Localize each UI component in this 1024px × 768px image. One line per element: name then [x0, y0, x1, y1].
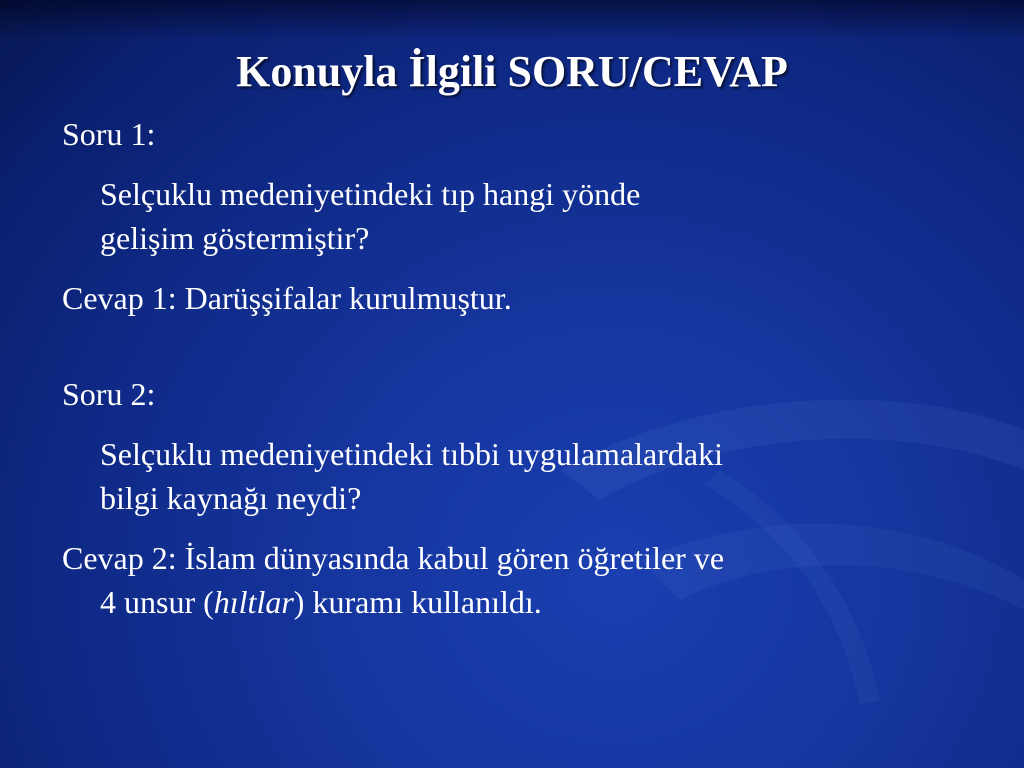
spacer — [62, 520, 982, 536]
answer-2-line-1: Cevap 2: İslam dünyasında kabul gören öğretiler ve — [62, 540, 725, 576]
spacer — [62, 416, 982, 432]
slide-title: Konuyla İlgili SORU/CEVAP — [236, 47, 788, 96]
answer-2-text-post: ) kuramı kullanıldı. — [293, 584, 542, 620]
question-2-label: Soru 2: — [62, 376, 156, 412]
answer-2-text-italic: hıltlar — [213, 584, 294, 620]
question-1-line-2: gelişim göstermiştir? — [100, 220, 370, 256]
spacer — [62, 320, 982, 372]
question-2-line-1: Selçuklu medeniyetindeki tıbbi uygulamalardaki — [100, 436, 723, 472]
question-1-line-1: Selçuklu medeniyetindeki tıp hangi yönde — [100, 176, 641, 212]
question-2-line-2: bilgi kaynağı neydi? — [100, 480, 362, 516]
question-1-label: Soru 1: — [62, 116, 156, 152]
answer-2-text-pre: 4 unsur ( — [100, 584, 214, 620]
slide-content — [62, 112, 982, 624]
spacer — [62, 260, 982, 276]
answer-1: Cevap 1: Darüşşifalar kurulmuştur. — [62, 280, 512, 316]
answer-2-line-2 — [62, 580, 982, 624]
spacer — [62, 156, 982, 172]
